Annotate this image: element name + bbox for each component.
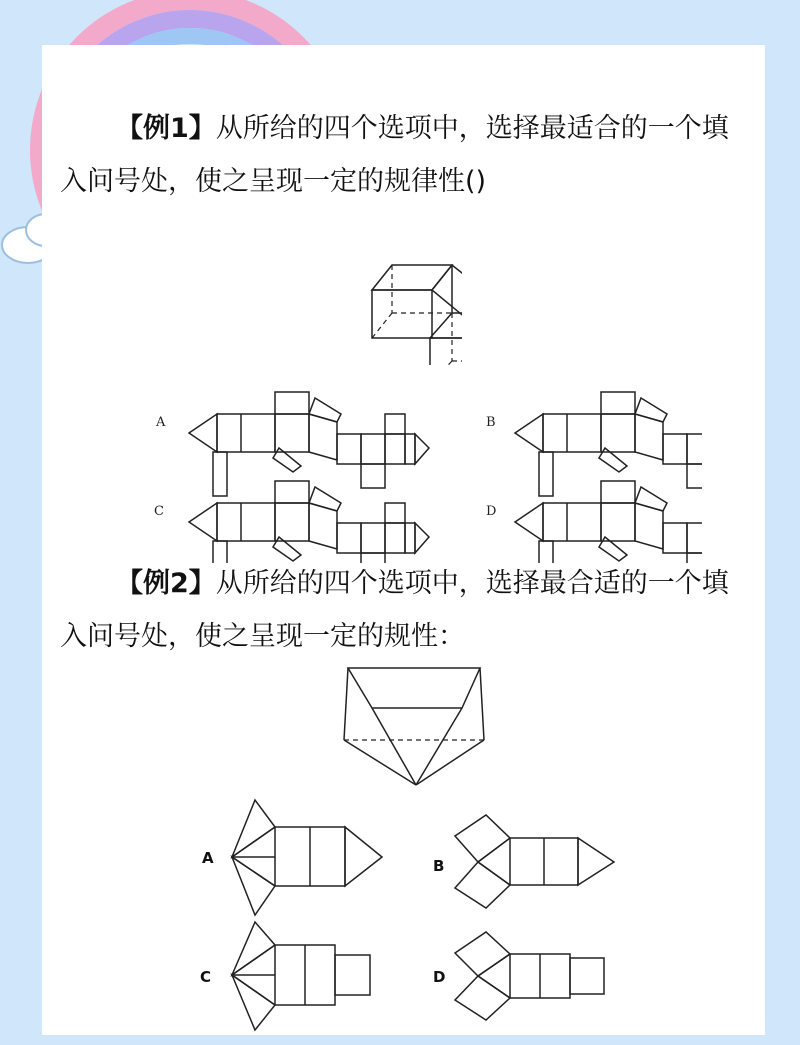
example1-tag: 【例1】 bbox=[116, 113, 216, 144]
content-card bbox=[42, 45, 765, 1035]
example1-solid-figure bbox=[102, 215, 462, 365]
example2-question bbox=[60, 557, 750, 663]
example2-option-C[interactable] bbox=[200, 922, 370, 1030]
example1-option-B[interactable] bbox=[486, 392, 702, 496]
example1-question bbox=[60, 102, 750, 208]
example2-options-figure bbox=[182, 795, 662, 1045]
example2-option-c-label: C bbox=[200, 968, 212, 986]
example2-option-A[interactable] bbox=[202, 800, 382, 915]
example2-option-D[interactable] bbox=[433, 932, 604, 1020]
example1-text: 从所给的四个选项中，选择最适合的一个填入问号处，使之呈现一定的规律性() bbox=[60, 113, 729, 197]
example2-option-B[interactable] bbox=[433, 815, 614, 908]
example2-option-d-label: D bbox=[433, 968, 446, 986]
example1-option-C[interactable] bbox=[154, 481, 429, 563]
example1-option-d-label: D bbox=[486, 504, 497, 519]
example1-option-b-label: B bbox=[486, 415, 496, 430]
example2-option-b-label: B bbox=[433, 857, 445, 875]
example2-tag: 【例2】 bbox=[116, 568, 216, 599]
example1-options-figure bbox=[102, 363, 702, 563]
example2-option-a-label: A bbox=[202, 849, 214, 867]
example1-option-D[interactable] bbox=[486, 481, 702, 563]
example2-solid-figure bbox=[332, 662, 502, 812]
example2-text: 从所给的四个选项中，选择最合适的一个填入问号处，使之呈现一定的规性： bbox=[60, 568, 729, 652]
example1-option-a-label: A bbox=[156, 415, 166, 430]
example1-option-c-label: C bbox=[154, 504, 164, 519]
